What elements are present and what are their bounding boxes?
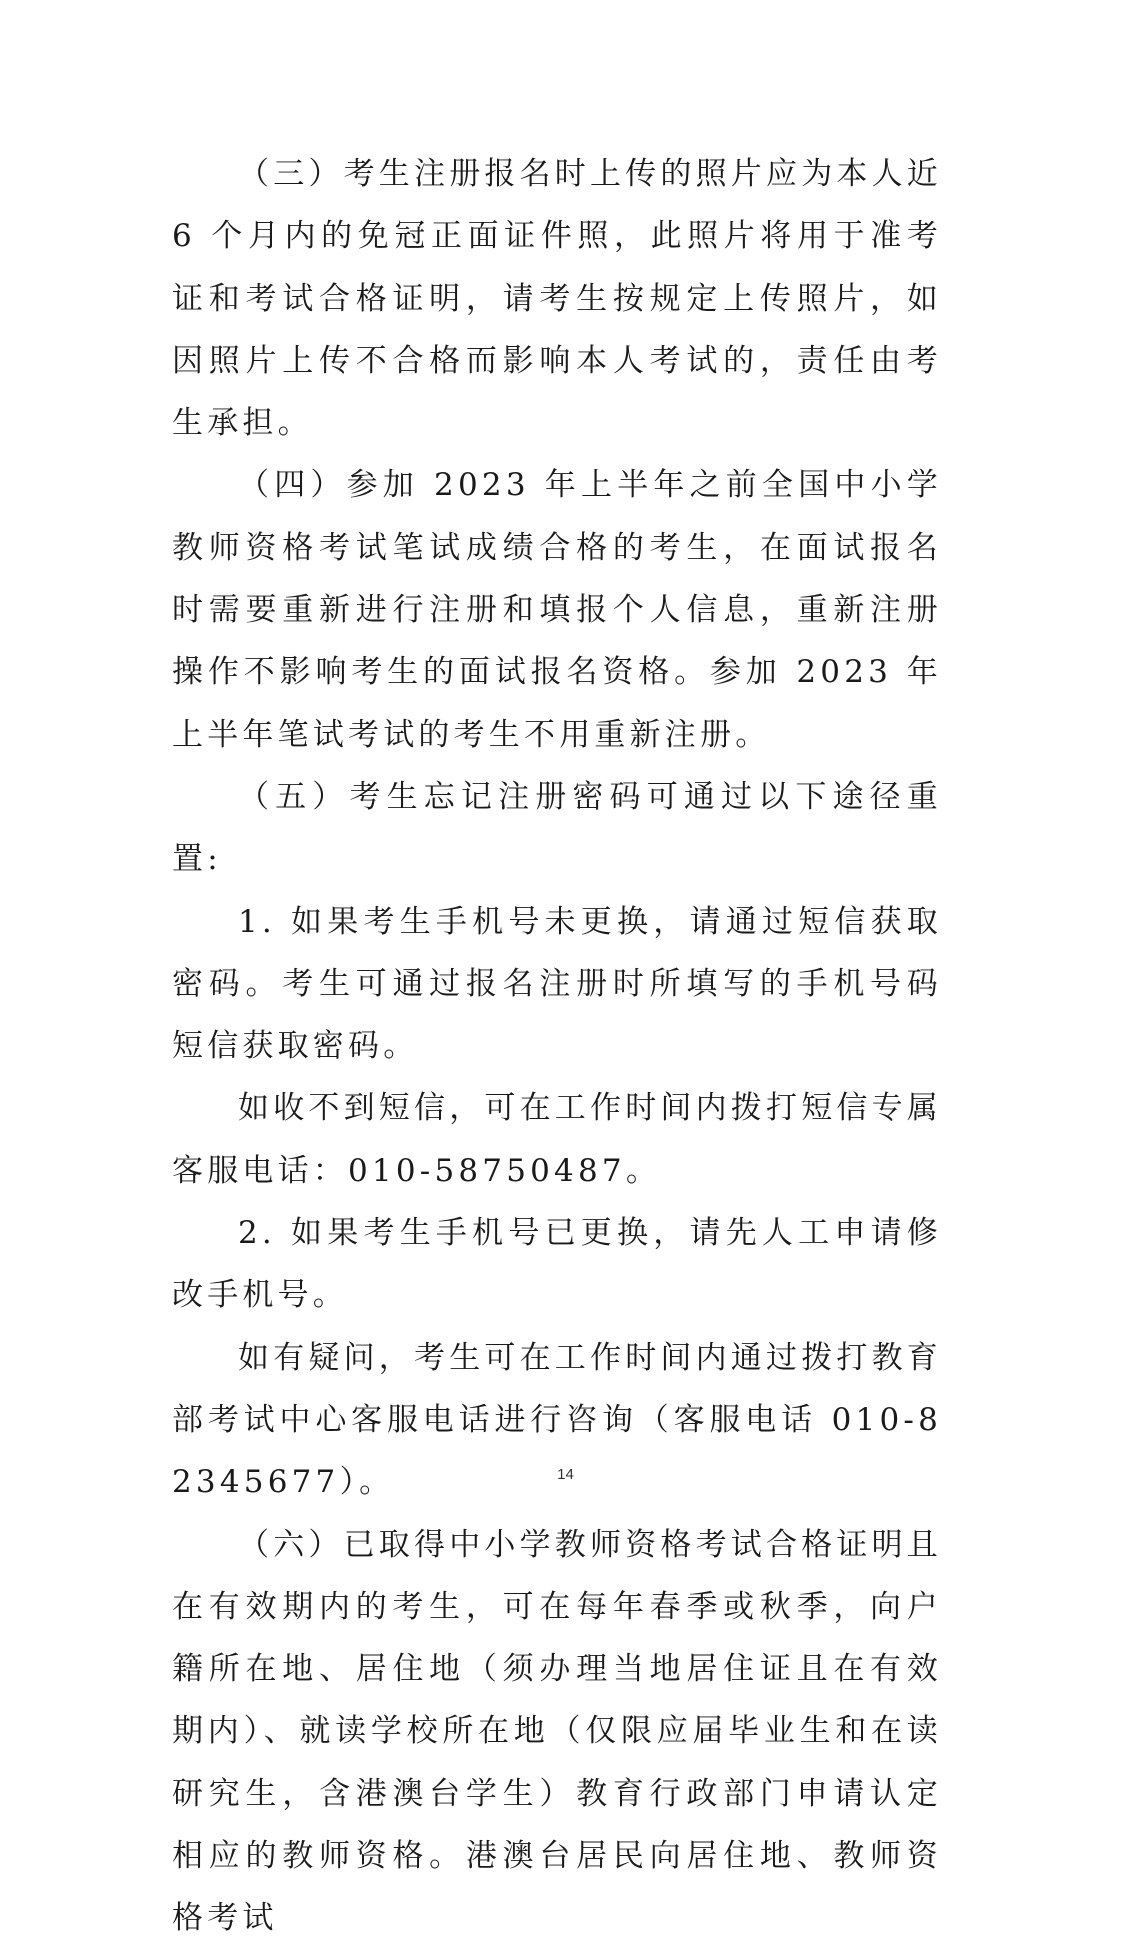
paragraph-photo-requirements: （三）考生注册报名时上传的照片应为本人近 6 个月内的免冠正面证件照，此照片将用于准考证和考试合格证明，请考生按规定上传照片，如因照片上传不合格而影响本人考试的，责任由考生承担。: [172, 156, 942, 442]
paragraph-phone-change: 2. 如果考生手机号已更换，请先人工申请修改手机号。: [172, 1215, 942, 1314]
body-text: [172, 143, 942, 1950]
paragraph-password-reset: （五）考生忘记注册密码可通过以下途径重置:: [172, 778, 942, 878]
paragraph-sms-hotline: 如收不到短信，可在工作时间内拨打短信专属客服电话：010-58750487。: [172, 1090, 942, 1189]
paragraph-qualification-certification: （六）已取得中小学教师资格考试合格证明且在有效期内的考生，可在每年春季或秋季，向户籍所在地、居住地（须办理当地居住证且在有效期内）、就读学校所在地（仅限应届毕业生和在读研究生，含港澳台学生）教育行政部门申请认定相应的教师资格。港澳台居民向居住地、教师资格考试: [172, 1526, 942, 1937]
paragraph-service-hotline: 如有疑问，考生可在工作时间内通过拨打教育部考试中心客服电话进行咨询（客服电话 010-82345677）。: [172, 1339, 942, 1501]
paragraph-sms-reset: 1. 如果考生手机号未更换，请通过短信获取密码。考生可通过报名注册时所填写的手机号码短信获取密码。: [172, 903, 942, 1065]
page-number: 14: [557, 1466, 574, 1483]
paragraph-re-registration: （四）参加 2023 年上半年之前全国中小学教师资格考试笔试成绩合格的考生，在面试报名时需要重新进行注册和填报个人信息，重新注册操作不影响考生的面试报名资格。参加 2023 年上半年笔试考试的考生不用重新注册。: [172, 467, 942, 753]
